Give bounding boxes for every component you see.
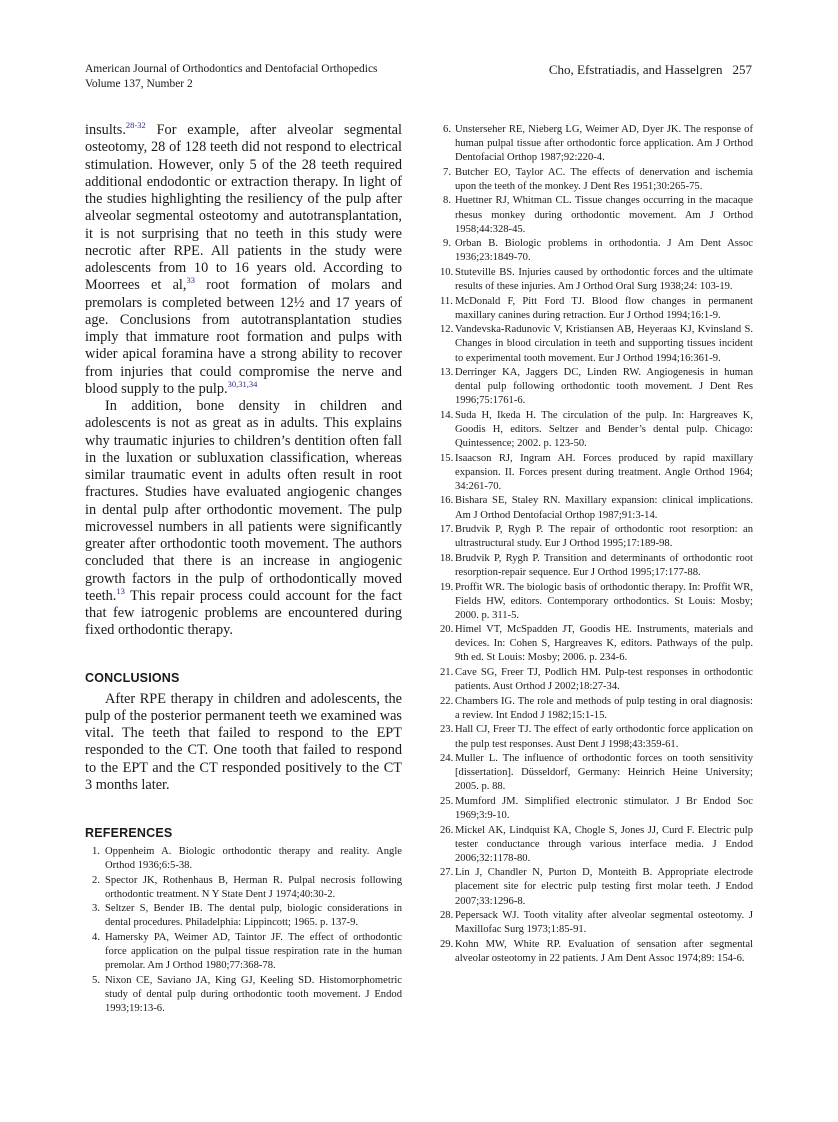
reference-item xyxy=(85,931,402,973)
reference-number: 2. xyxy=(92,874,100,886)
reference-text: Mickel AK, Lindquist KA, Chogle S, Jones JJ, Curd F. Electric pulp tester conductance through various interface media. J Endod 2006;32:1178-80. xyxy=(455,824,753,864)
reference-text: Huettner RJ, Whitman CL. Tissue changes occurring in the macaque rhesus monkey during orthodontic movement. Am J Orthod 1958;44:328-45. xyxy=(455,195,753,235)
authors: Cho, Efstratiadis, and Hasselgren xyxy=(548,62,723,77)
reference-item xyxy=(440,666,753,694)
reference-number: 13. xyxy=(440,367,454,379)
reference-number: 10. xyxy=(440,266,454,278)
reference-text: Himel VT, McSpadden JT, Goodis HE. Instruments, materials and devices. In: Cohen S, Hargreaves K, editors. Pathways of the pulp. 9th ed. St Louis: Mosby; 2006. p. 234-6. xyxy=(455,624,753,664)
citation-link[interactable]: 28-32 xyxy=(125,120,146,130)
reference-item xyxy=(440,409,753,451)
reference-text: Kohn MW, White RP. Evaluation of sensation after segmental alveolar osteotomy in 22 patients. J Am Dent Assoc 1974;89: 154-6. xyxy=(455,938,753,964)
reference-item xyxy=(440,194,753,236)
reference-text: Butcher EO, Taylor AC. The effects of denervation and ischemia upon the teeth of the monkey. J Dent Res 1951;30:265-75. xyxy=(455,166,753,192)
reference-item xyxy=(440,581,753,623)
reference-text: Seltzer S, Bender IB. The dental pulp, biologic considerations in dental procedures. Philadelphia: Lippincott; 1965. p. 137-9. xyxy=(105,903,402,929)
running-header-authors xyxy=(549,62,752,77)
reference-text: Unsterseher RE, Nieberg LG, Weimer AD, Dyer JK. The response of human pulpal tissue after orthodontic force application. Am J Orthod Dentofacial Orthop 1987;92:220-4. xyxy=(455,124,753,164)
reference-item xyxy=(440,752,753,794)
reference-item xyxy=(440,366,753,408)
reference-item xyxy=(440,494,753,522)
reference-item xyxy=(440,795,753,823)
reference-number: 26. xyxy=(440,824,454,836)
running-header-journal xyxy=(85,62,378,92)
reference-text: Mumford JM. Simplified electronic stimulator. J Br Endod Soc 1969;3:9-10. xyxy=(455,795,753,821)
reference-item xyxy=(440,552,753,580)
reference-number: 12. xyxy=(440,324,454,336)
reference-item xyxy=(85,974,402,1016)
reference-item xyxy=(440,824,753,866)
reference-number: 23. xyxy=(440,724,454,736)
reference-text: Pepersack WJ. Tooth vitality after alveolar segmental osteotomy. J Maxillofac Surg 1973;1:85-91. xyxy=(455,910,753,936)
reference-text: Derringer KA, Jaggers DC, Linden RW. Angiogenesis in human dental pulp following orthodontic tooth movement. J Dent Res 1996;75:1761-6. xyxy=(455,367,753,407)
reference-text: Nixon CE, Saviano JA, King GJ, Keeling SD. Histomorphometric study of dental pulp during orthodontic tooth movement. J Endod 1993;19:13-6. xyxy=(105,974,402,1015)
reference-number: 27. xyxy=(440,867,454,879)
reference-item xyxy=(440,123,753,165)
text: In addition, bone density in children and adolescents is not as great as in adults. This explains why traumatic injuries to children’s dentition often fall in the luxation or subluxation classification, whereas similar traumatic event in adults often result in root fractures. Studies have evaluated angiogenic changes in dental pulp after orthodontic movement. The pulp microvessel numbers in all patients were significantly greater after orthodontic tooth movement. The authors concluded that there is an increase in angiogenic growth factors in the pulp of orthodontically moved teeth. xyxy=(85,398,402,604)
reference-item xyxy=(440,695,753,723)
reference-list xyxy=(440,123,753,966)
reference-text: Brudvik P, Rygh P. The repair of orthodontic root resorption: an ultrastructural study. Eur J Orthod 1995;17:189-98. xyxy=(455,524,753,550)
page-number: 257 xyxy=(732,62,752,77)
reference-text: Isaacson RJ, Ingram AH. Forces produced by rapid maxillary expansion. II. Forces present during treatment. Angle Orthod 1964; 34:261-70. xyxy=(455,452,753,492)
reference-item xyxy=(440,866,753,908)
citation-link[interactable]: 13 xyxy=(116,585,125,596)
references-heading: REFERENCES xyxy=(85,826,173,840)
text: For example, after alveolar segmental osteotomy, 28 of 128 teeth did not respond to electrical stimulation. However, only 5 of the 28 teeth required additional endodontic or extraction therapy. In light of the studies highlighting the resiliency of the pulp after alveolar segmental osteotomy and autotransplantation, it is not surprising that no teeth in this study were necrotic after RPE. All patients in the study were adolescents from 10 to 16 years old. According to Moorrees et al, xyxy=(85,122,402,294)
reference-item xyxy=(440,938,753,966)
right-column xyxy=(440,123,753,967)
reference-number: 29. xyxy=(440,938,454,950)
reference-item xyxy=(85,902,402,930)
reference-item xyxy=(440,295,753,323)
reference-number: 15. xyxy=(440,452,454,464)
reference-number: 19. xyxy=(440,581,454,593)
reference-text: Stuteville BS. Injuries caused by orthodontic forces and the ultimate results of these injuries. Am J Orthod Oral Surg 1938;24: 103-19. xyxy=(455,266,753,293)
reference-item xyxy=(440,909,753,937)
reference-list xyxy=(85,845,402,1016)
reference-item xyxy=(440,323,753,365)
reference-number: 16. xyxy=(440,495,454,507)
journal-title: American Journal of Orthodontics and Dentofacial Orthopedics xyxy=(85,63,378,75)
reference-number: 21. xyxy=(440,667,454,679)
body-paragraph xyxy=(85,122,402,398)
reference-number: 5. xyxy=(92,974,100,986)
reference-number: 8. xyxy=(443,195,451,207)
reference-text: Orban B. Biologic problems in orthodontia. J Am Dent Assoc 1936;23:1849-70. xyxy=(455,238,753,264)
reference-number: 11. xyxy=(440,295,453,307)
reference-number: 25. xyxy=(440,795,454,807)
reference-text: Lin J, Chandler N, Purton D, Monteith B. Appropriate electrode placement site for electric pulp testing first molar teeth. J Endod 2007;33:1296-8. xyxy=(455,867,753,907)
journal-volume: Volume 137, Number 2 xyxy=(85,78,193,90)
reference-number: 3. xyxy=(92,903,100,915)
reference-text: Vandevska-Radunovic V, Kristiansen AB, Heyeraas KJ, Kvinsland S. Changes in blood circulation in teeth and supporting tissues incident to experimental tooth movement. Eur J Orthod 1994;16:361-9. xyxy=(455,324,753,364)
reference-text: Bishara SE, Staley RN. Maxillary expansion: clinical implications. Am J Orthod Dentofacial Orthop 1987;91:3-14. xyxy=(455,495,753,521)
reference-text: McDonald F, Pitt Ford TJ. Blood flow changes in permanent maxillary canines during retraction. Eur J Orthod 1994;16:1-9. xyxy=(455,295,753,321)
reference-number: 9. xyxy=(443,238,451,250)
reference-item xyxy=(85,845,402,873)
reference-number: 22. xyxy=(440,695,454,707)
reference-item xyxy=(440,237,753,265)
reference-item xyxy=(85,874,402,902)
reference-text: Oppenheim A. Biologic orthodontic therapy and reality. Angle Orthod 1936;6:5-38. xyxy=(105,846,402,872)
reference-number: 4. xyxy=(92,932,100,944)
citation-link[interactable]: 33 xyxy=(186,275,195,286)
reference-number: 18. xyxy=(440,552,454,564)
conclusions-heading: CONCLUSIONS xyxy=(85,670,180,685)
reference-number: 14. xyxy=(440,409,454,421)
citation-link[interactable]: 30,31,34 xyxy=(227,378,258,389)
text: root formation of molars and premolars is completed between 12½ and 17 years of age. Conclusions from autotransplantation studies imply that immature root formation and pulps with wider apical foramina have a strong ability to recover from injuries that could compromise the nerve and blood supply to the pulp. xyxy=(85,277,402,397)
reference-number: 17. xyxy=(440,524,454,536)
reference-number: 24. xyxy=(440,753,454,765)
reference-item xyxy=(440,266,753,294)
text: insults. xyxy=(85,122,126,138)
reference-text: Hall CJ, Freer TJ. The effect of early orthodontic force application on the pulp test responses. Aust Dent J 1998;43:359-61. xyxy=(455,724,753,750)
text: This repair process could account for the fact that few iatrogenic problems are encountered during fixed orthodontic therapy. xyxy=(85,587,402,639)
reference-number: 28. xyxy=(440,910,454,922)
body-paragraph xyxy=(85,398,402,640)
reference-text: Muller L. The influence of orthodontic forces on tooth sensitivity [dissertation]. Düsseldorf, Germany: Heinrich Heine University; 2005. p. 88. xyxy=(455,753,753,793)
reference-text: Brudvik P, Rygh P. Transition and determinants of orthodontic root resorption-repair sequence. Eur J Orthod 1995;17:177-88. xyxy=(455,552,753,578)
reference-item xyxy=(440,623,753,665)
reference-number: 6. xyxy=(443,124,451,135)
reference-text: Spector JK, Rothenhaus B, Herman R. Pulpal necrosis following orthodontic treatment. N Y State Dent J 1974;40:30-2. xyxy=(105,874,402,900)
reference-item xyxy=(440,166,753,194)
reference-item xyxy=(440,452,753,494)
reference-text: Proffit WR. The biologic basis of orthodontic therapy. In: Proffit WR, Fields HW, editors. Contemporary orthodontics. St Louis: Mosby; 2000. p. 311-5. xyxy=(455,581,753,621)
reference-text: Hamersky PA, Weimer AD, Taintor JF. The effect of orthodontic force application on the pulpal tissue respiration rate in the human premolar. Am J Orthod 1980;77:368-78. xyxy=(105,932,402,972)
reference-item xyxy=(440,523,753,551)
reference-text: Chambers IG. The role and methods of pulp testing in oral diagnosis: a review. Int Endod J 1982;15:1-15. xyxy=(455,695,753,721)
left-column xyxy=(85,122,402,1017)
reference-number: 20. xyxy=(440,624,454,636)
conclusions-paragraph: After RPE therapy in children and adolescents, the pulp of the posterior permanent teeth we examined was vital. The teeth that failed to respond to the EPT responded to the CT. One tooth that failed to respond to the EPT and the CT responded positively to the CT 3 months later. xyxy=(85,690,402,793)
reference-number: 7. xyxy=(443,166,451,178)
reference-text: Cave SG, Freer TJ, Podlich HM. Pulp-test responses in orthodontic patients. Aust Orthod J 2002;18:27-34. xyxy=(455,667,753,693)
reference-item xyxy=(440,723,753,751)
reference-text: Suda H, Ikeda H. The circulation of the pulp. In: Hargreaves K, Goodis H, editors. Seltzer and Bender’s dental pulp. Chicago: Quintessence; 2002. p. 123-50. xyxy=(455,409,753,450)
reference-number: 1. xyxy=(92,846,100,857)
